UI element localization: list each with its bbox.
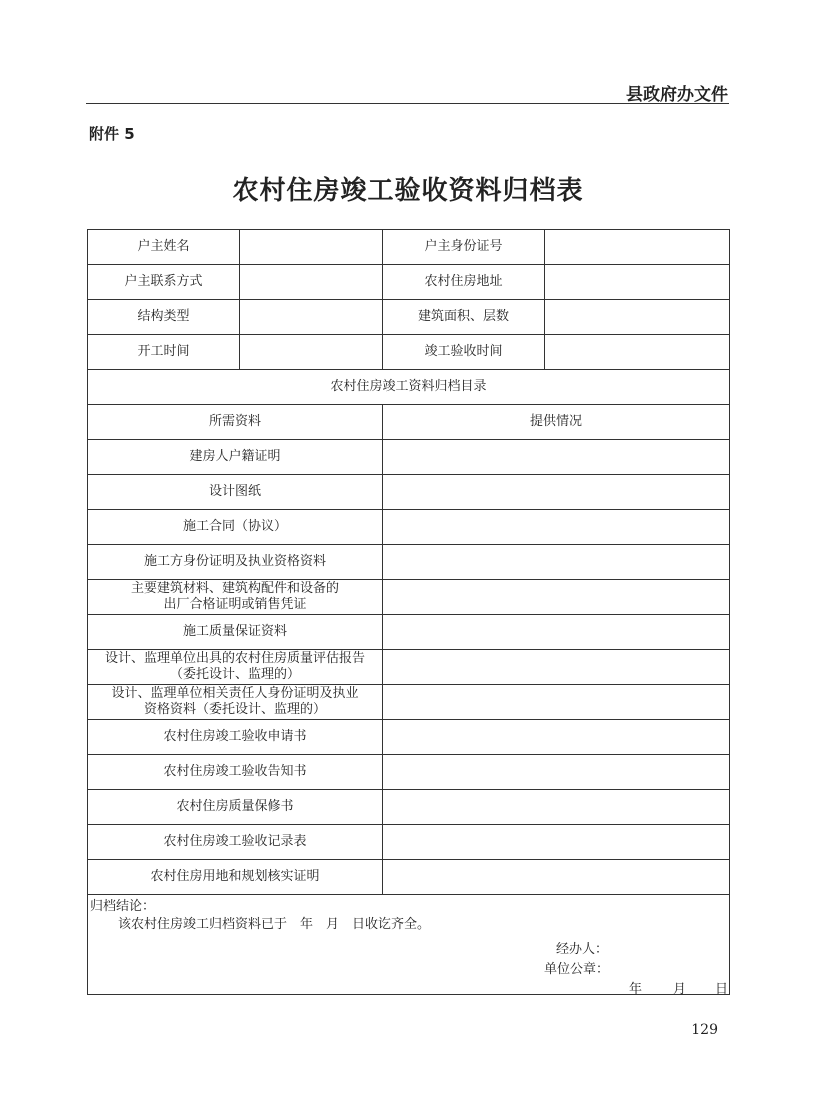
material-row: [88, 825, 730, 860]
header-rule: [86, 103, 729, 104]
material-row: [88, 650, 730, 685]
material-status-cell[interactable]: [383, 790, 730, 825]
archive-form-table: [87, 229, 730, 995]
material-row: [88, 720, 730, 755]
material-row: [88, 545, 730, 580]
field-label: 户主身份证号: [383, 230, 545, 265]
material-name: 农村住房竣工验收记录表: [88, 825, 383, 860]
material-row: [88, 580, 730, 615]
field-label: 结构类型: [88, 300, 240, 335]
running-header-title: 县政府办文件: [626, 85, 728, 105]
owner-info-row: [88, 300, 730, 335]
field-label: 农村住房地址: [383, 265, 545, 300]
field-value-cell[interactable]: [545, 335, 730, 370]
date-day: 日: [715, 982, 729, 997]
material-name: 施工合同（协议）: [88, 510, 383, 545]
archive-conclusion: [88, 895, 730, 995]
conclusion-text: 该农村住房竣工归档资料已于 年 月 日收讫齐全。: [118, 917, 431, 932]
material-name: 农村住房用地和规划核实证明: [88, 860, 383, 895]
material-name: 设计图纸: [88, 475, 383, 510]
field-value-cell[interactable]: [240, 335, 383, 370]
material-status-cell[interactable]: [383, 510, 730, 545]
column-header-required: 所需资料: [88, 405, 383, 440]
material-status-cell[interactable]: [383, 580, 730, 615]
field-value-cell[interactable]: [240, 300, 383, 335]
attachment-label: 附件 5: [89, 125, 135, 143]
column-header-status: 提供情况: [383, 405, 730, 440]
material-name: 设计、监理单位相关责任人身份证明及执业 资格资料（委托设计、监理的）: [88, 685, 383, 720]
material-status-cell[interactable]: [383, 440, 730, 475]
conclusion-label: 归档结论：: [90, 899, 156, 914]
material-row: [88, 790, 730, 825]
material-name: 农村住房竣工验收告知书: [88, 755, 383, 790]
page-number: 129: [691, 1022, 718, 1038]
catalog-title: 农村住房竣工资料归档目录: [88, 370, 730, 405]
material-status-cell[interactable]: [383, 685, 730, 720]
date-year: 年: [629, 982, 643, 997]
material-name: 农村住房质量保修书: [88, 790, 383, 825]
owner-info-row: [88, 230, 730, 265]
material-status-cell[interactable]: [383, 650, 730, 685]
material-name: 农村住房竣工验收申请书: [88, 720, 383, 755]
handler-label: 经办人：: [556, 942, 609, 957]
field-label: 户主联系方式: [88, 265, 240, 300]
material-name: 施工方身份证明及执业资格资料: [88, 545, 383, 580]
material-row: [88, 685, 730, 720]
material-row: [88, 510, 730, 545]
field-value-cell[interactable]: [545, 265, 730, 300]
field-label: 建筑面积、层数: [383, 300, 545, 335]
material-status-cell[interactable]: [383, 720, 730, 755]
column-header-row: [88, 405, 730, 440]
document-title: 农村住房竣工验收资料归档表: [232, 176, 584, 206]
material-status-cell[interactable]: [383, 755, 730, 790]
material-row: [88, 615, 730, 650]
material-name: 施工质量保证资料: [88, 615, 383, 650]
material-row: [88, 755, 730, 790]
field-value-cell[interactable]: [545, 230, 730, 265]
field-value-cell[interactable]: [240, 265, 383, 300]
material-status-cell[interactable]: [383, 475, 730, 510]
material-row: [88, 440, 730, 475]
material-status-cell[interactable]: [383, 545, 730, 580]
material-row: [88, 860, 730, 895]
material-status-cell[interactable]: [383, 860, 730, 895]
owner-info-row: [88, 265, 730, 300]
material-status-cell[interactable]: [383, 825, 730, 860]
owner-info-row: [88, 335, 730, 370]
seal-label: 单位公章：: [544, 962, 610, 977]
conclusion-row: [88, 895, 730, 995]
material-name: 主要建筑材料、建筑构配件和设备的 出厂合格证明或销售凭证: [88, 580, 383, 615]
field-value-cell[interactable]: [240, 230, 383, 265]
catalog-title-row: [88, 370, 730, 405]
field-label: 开工时间: [88, 335, 240, 370]
material-name: 设计、监理单位出具的农村住房质量评估报告 （委托设计、监理的）: [88, 650, 383, 685]
material-row: [88, 475, 730, 510]
date-month: 月: [673, 982, 687, 997]
field-value-cell[interactable]: [545, 300, 730, 335]
material-status-cell[interactable]: [383, 615, 730, 650]
material-name: 建房人户籍证明: [88, 440, 383, 475]
field-label: 户主姓名: [88, 230, 240, 265]
field-label: 竣工验收时间: [383, 335, 545, 370]
